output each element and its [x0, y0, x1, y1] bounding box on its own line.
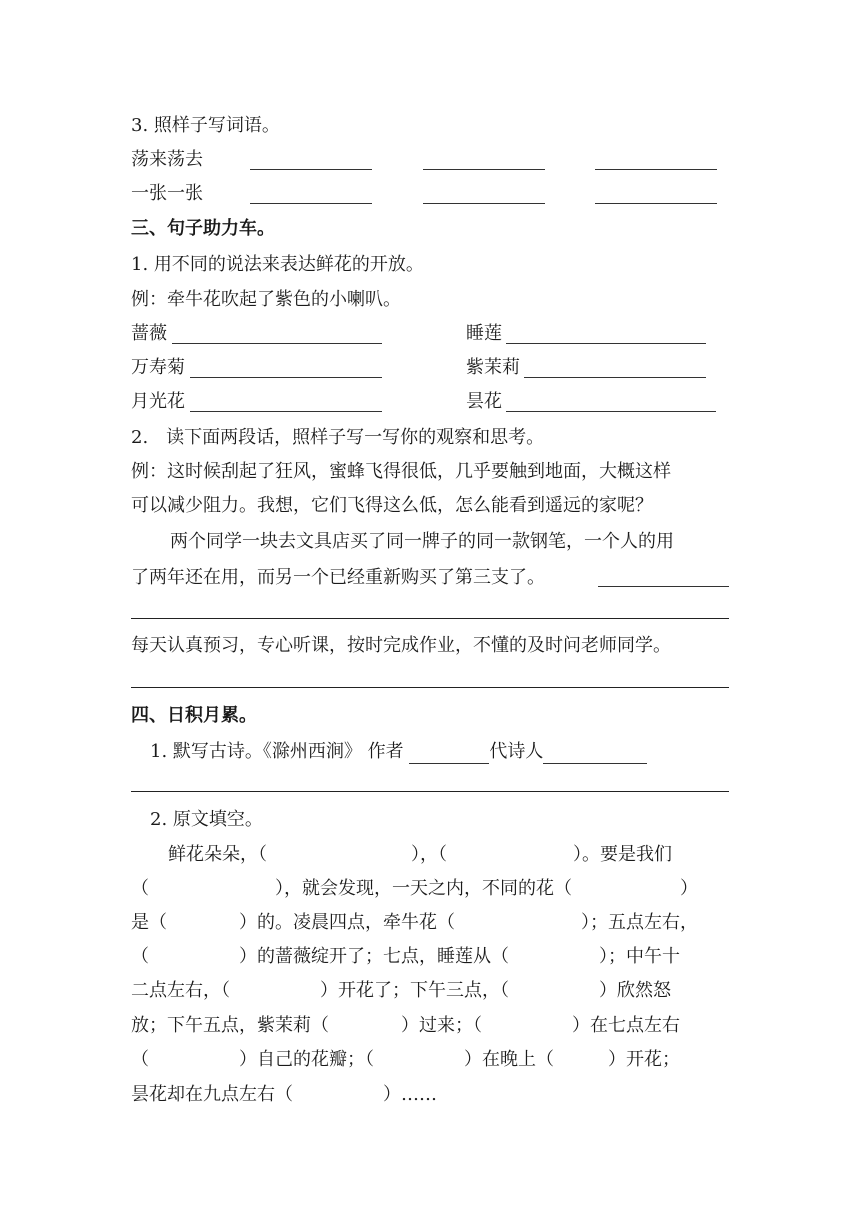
- word-example-1: 荡来荡去: [131, 149, 203, 170]
- answer-blank[interactable]: [506, 343, 706, 344]
- answer-line[interactable]: [131, 687, 729, 688]
- prompt-paragraph: 两个同学一块去文具店买了同一牌子的同一款钢笔，一个人的用: [170, 531, 674, 552]
- poet-blank[interactable]: [543, 743, 647, 764]
- study-note: 每天认真预习，专心听课，按时完成作业，不懂的及时问老师同学。: [131, 635, 671, 656]
- word-task-title: 3. 照样子写词语。: [131, 115, 280, 136]
- answer-blank[interactable]: [250, 169, 372, 170]
- author-blank[interactable]: [409, 743, 489, 764]
- flower-label: 紫茉莉: [466, 357, 520, 378]
- fill-blank-text: 放；下午五点，紫茉莉（ ）过来；（ ）在七点左右: [131, 1015, 680, 1036]
- fill-blank-text: （ ）的蔷薇绽开了；七点，睡莲从（ ）；中午十: [131, 946, 680, 967]
- section-heading: 三、句子助力车。: [131, 218, 275, 239]
- poem-prefix: 1. 默写古诗。《滁州西涧》 作者: [150, 741, 404, 762]
- fill-blank-text: 昙花却在九点左右（ ）……: [131, 1084, 437, 1105]
- answer-line[interactable]: [131, 618, 729, 619]
- prompt-paragraph: 了两年还在用，而另一个已经重新购买了第三支了。: [131, 567, 545, 588]
- answer-blank[interactable]: [506, 411, 716, 412]
- dynasty-label: 代诗人: [489, 741, 544, 762]
- answer-blank[interactable]: [595, 169, 717, 170]
- word-example-2: 一张一张: [131, 183, 203, 204]
- answer-line[interactable]: [131, 791, 729, 792]
- answer-blank[interactable]: [172, 343, 382, 344]
- question-title: 2. 原文填空。: [150, 809, 263, 830]
- answer-blank[interactable]: [423, 169, 545, 170]
- flower-label: 蔷薇: [131, 323, 167, 344]
- answer-blank[interactable]: [423, 203, 545, 204]
- flower-label: 万寿菊: [131, 357, 185, 378]
- flower-label: 月光花: [131, 391, 185, 412]
- fill-blank-text: （ ）自己的花瓣；（ ）在晚上（ ）开花；: [131, 1049, 680, 1070]
- fill-blank-text: （ ），就会发现，一天之内，不同的花（ ）: [131, 878, 698, 899]
- fill-blank-text: 二点左右，（ ）开花了；下午三点，（ ）欣然怒: [131, 980, 671, 1001]
- answer-blank[interactable]: [524, 377, 706, 378]
- answer-blank[interactable]: [598, 586, 729, 587]
- example-paragraph: 例：这时候刮起了狂风，蜜蜂飞得很低，几乎要触到地面，大概这样: [131, 461, 671, 482]
- example-paragraph: 可以减少阻力。我想，它们飞得这么低，怎么能看到遥远的家呢？: [131, 495, 653, 516]
- section-heading: 四、日积月累。: [131, 705, 257, 726]
- poem-task: [150, 740, 647, 764]
- fill-blank-text: 鲜花朵朵，（ ），（ ）。要是我们: [168, 844, 672, 865]
- flower-label: 昙花: [466, 391, 502, 412]
- answer-blank[interactable]: [190, 411, 382, 412]
- example-sentence: 例：牵牛花吹起了紫色的小喇叭。: [131, 289, 401, 310]
- answer-blank[interactable]: [595, 203, 717, 204]
- flower-label: 睡莲: [466, 323, 502, 344]
- answer-blank[interactable]: [250, 203, 372, 204]
- fill-blank-text: 是（ ）的。凌晨四点，牵牛花（ ）；五点左右，: [131, 912, 698, 933]
- answer-blank[interactable]: [190, 377, 382, 378]
- question-title: 2. 读下面两段话，照样子写一写你的观察和思考。: [131, 427, 545, 448]
- question-title: 1. 用不同的说法来表达鲜花的开放。: [131, 254, 424, 275]
